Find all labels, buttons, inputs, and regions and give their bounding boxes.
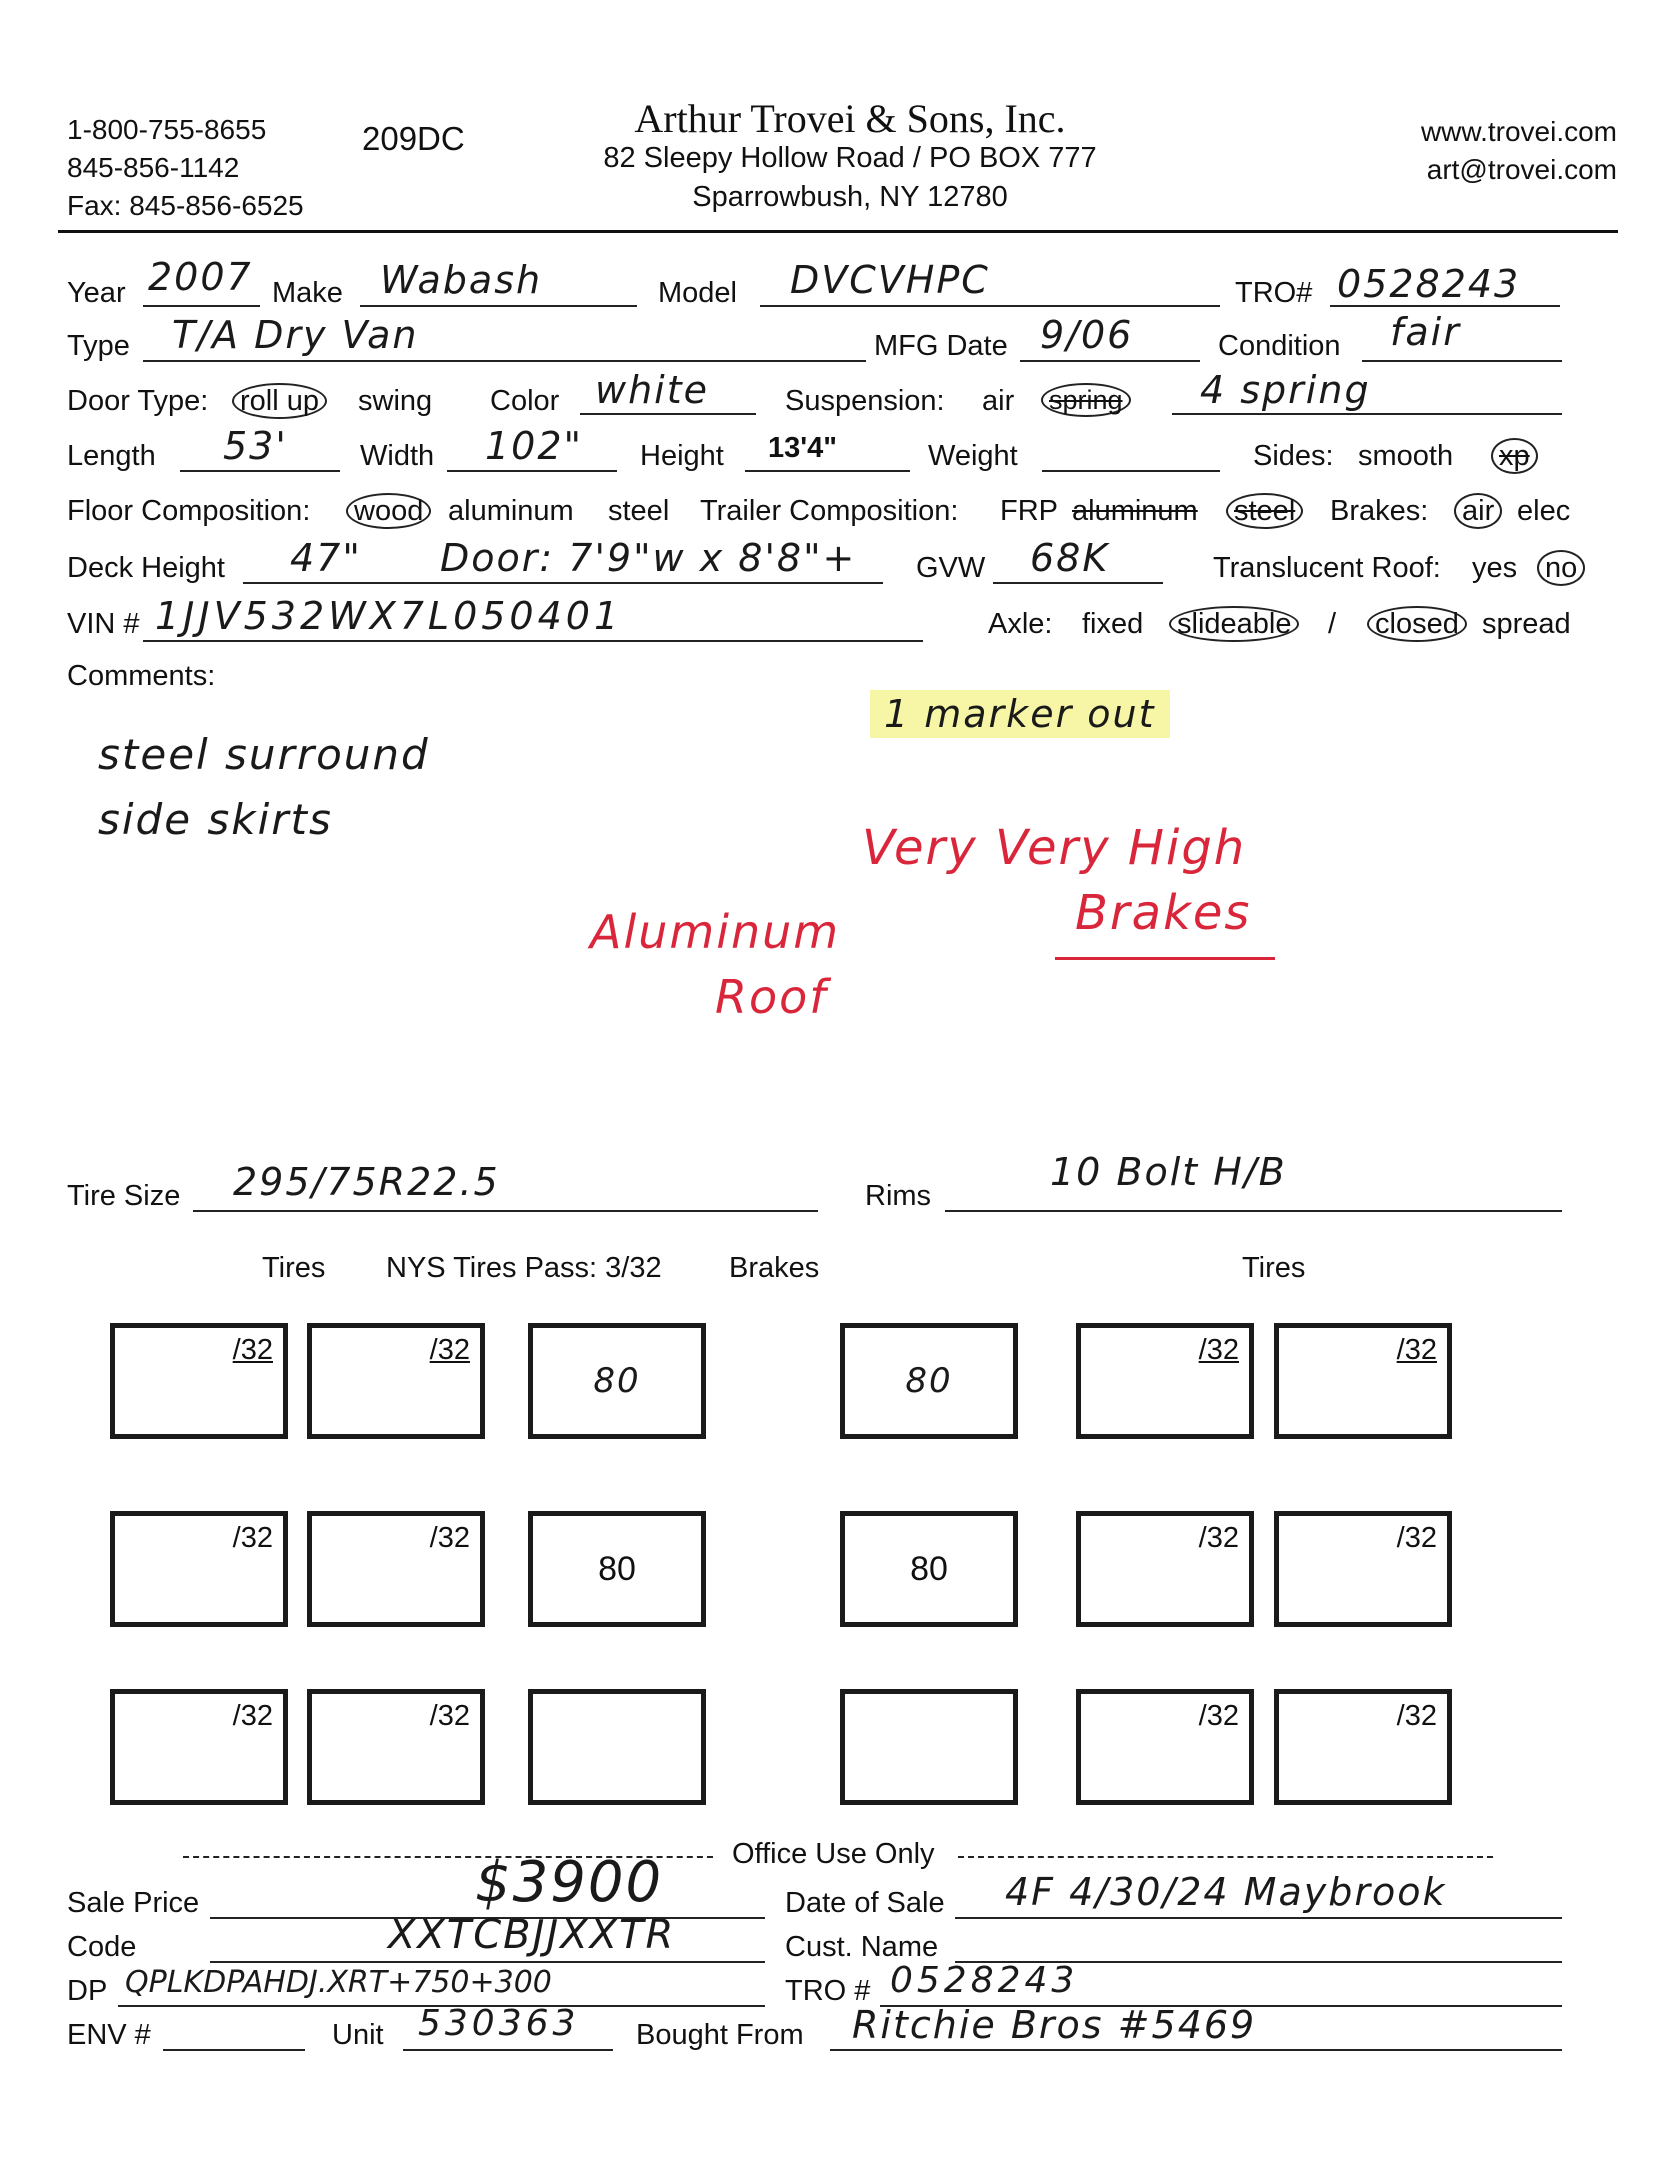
mfg-date-label: MFG Date <box>874 330 1008 362</box>
gvw-label: GVW <box>916 552 986 584</box>
trailer-steel-option[interactable]: steel <box>1232 495 1297 528</box>
brake-box-r3-right[interactable] <box>840 1689 1018 1805</box>
width-value[interactable]: 102" <box>485 424 584 468</box>
mfg-date-value[interactable]: 9/06 <box>1040 313 1134 357</box>
company-address-1: 82 Sleepy Hollow Road / PO BOX 777 <box>603 142 1097 174</box>
type-value[interactable]: T/A Dry Van <box>172 313 419 357</box>
code-value[interactable]: XXTCBJJXXTR <box>388 1912 676 1958</box>
comment-side-skirts[interactable]: side skirts <box>98 795 333 844</box>
bought-from-value[interactable]: Ritchie Bros #5469 <box>852 2003 1257 2047</box>
brakes-air-option[interactable]: air <box>1460 495 1496 528</box>
door-dimensions[interactable]: Door: 7'9"w x 8'8"+ <box>440 536 857 580</box>
env-label: ENV # <box>67 2019 151 2051</box>
vin-label: VIN # <box>67 608 140 640</box>
tire-box-r2-c2[interactable]: /32 <box>307 1511 485 1627</box>
floor-wood-option[interactable]: wood <box>352 495 425 528</box>
door-type-label: Door Type: <box>67 385 209 417</box>
unit-label: Unit <box>332 2019 384 2051</box>
trailer-frp-option[interactable]: FRP <box>1000 495 1058 527</box>
condition-value[interactable]: fair <box>1390 310 1461 354</box>
form-code: 209DC <box>362 120 465 157</box>
floor-aluminum-option[interactable]: aluminum <box>448 495 574 527</box>
office-use-label: Office Use Only <box>732 1838 935 1870</box>
length-label: Length <box>67 440 156 472</box>
comment-aluminum-roof-2[interactable]: Roof <box>715 970 828 1024</box>
tire-box-r1-c4[interactable]: /32 <box>1274 1323 1452 1439</box>
axle-spread-option[interactable]: spread <box>1482 608 1571 640</box>
header-divider <box>58 230 1618 233</box>
brake-box-r3-left[interactable] <box>528 1689 706 1805</box>
suspension-air-option[interactable]: air <box>982 385 1015 417</box>
dp-value[interactable]: QPLKDPAHDJ.XRT+750+300 <box>125 1965 552 2000</box>
bought-from-label: Bought From <box>636 2019 804 2051</box>
sale-price-value[interactable]: $3900 <box>475 1850 664 1915</box>
color-value[interactable]: white <box>595 368 709 412</box>
rims-label: Rims <box>865 1180 932 1212</box>
axle-fixed-option[interactable]: fixed <box>1082 608 1144 640</box>
weight-label: Weight <box>928 440 1018 472</box>
height-label: Height <box>640 440 724 472</box>
tires-right-header: Tires <box>1242 1252 1306 1284</box>
comment-very-high-brakes-1[interactable]: Very Very High <box>862 820 1247 876</box>
suspension-note[interactable]: 4 spring <box>1200 368 1371 412</box>
color-label: Color <box>490 385 560 417</box>
comment-very-high-brakes-2[interactable]: Brakes <box>1075 885 1252 941</box>
suspension-spring-option[interactable]: spring <box>1047 385 1125 416</box>
roof-yes-option[interactable]: yes <box>1472 552 1518 584</box>
tire-box-r3-c1[interactable]: /32 <box>110 1689 288 1805</box>
axle-divider: / <box>1328 608 1337 640</box>
cust-name-label: Cust. Name <box>785 1931 939 1963</box>
trailer-aluminum-option[interactable]: aluminum <box>1072 495 1198 527</box>
door-roll-up-option[interactable]: roll up <box>238 385 321 418</box>
code-label: Code <box>67 1931 137 1963</box>
roof-no-option[interactable]: no <box>1543 552 1579 585</box>
type-label: Type <box>67 330 130 362</box>
width-label: Width <box>360 440 435 472</box>
height-value[interactable]: 13'4" <box>768 432 838 464</box>
suspension-label: Suspension: <box>785 385 945 417</box>
company-address-2: Sparrowbush, NY 12780 <box>692 181 1008 213</box>
tire-box-r1-c1[interactable]: /32 <box>110 1323 288 1439</box>
date-of-sale-value[interactable]: 4F 4/30/24 Maybrook <box>1005 1870 1447 1914</box>
nys-pass-header: NYS Tires Pass: 3/32 <box>386 1252 662 1284</box>
vin-value[interactable]: 1JJV532WX7L050401 <box>155 594 623 638</box>
floor-steel-option[interactable]: steel <box>608 495 670 527</box>
year-label: Year <box>67 277 126 309</box>
tro-hash-label: TRO # <box>785 1975 871 2007</box>
red-underline <box>1055 957 1275 960</box>
deck-height-value[interactable]: 47" <box>290 536 362 580</box>
trailer-composition-label: Trailer Composition: <box>700 495 959 527</box>
tire-box-r3-c4[interactable]: /32 <box>1274 1689 1452 1805</box>
date-of-sale-label: Date of Sale <box>785 1887 945 1919</box>
brake-box-r2-left[interactable]: 80 <box>528 1511 706 1627</box>
brake-box-r2-right[interactable]: 80 <box>840 1511 1018 1627</box>
axle-label: Axle: <box>988 608 1053 640</box>
phone-2: 845-856-1142 <box>67 152 240 183</box>
company-name: Arthur Trovei & Sons, Inc. <box>634 96 1066 141</box>
phone-1: 1-800-755-8655 <box>67 114 267 145</box>
unit-value[interactable]: 530363 <box>418 2003 580 2044</box>
sale-price-label: Sale Price <box>67 1887 200 1919</box>
make-label: Make <box>272 277 343 309</box>
year-value[interactable]: 2007 <box>148 255 253 299</box>
sides-label: Sides: <box>1253 440 1334 472</box>
floor-composition-label: Floor Composition: <box>67 495 311 527</box>
comments-label: Comments: <box>67 660 216 692</box>
tro-label: TRO# <box>1235 277 1313 309</box>
brakes-header: Brakes <box>729 1252 820 1284</box>
tire-box-r3-c3[interactable]: /32 <box>1076 1689 1254 1805</box>
door-swing-option[interactable]: swing <box>358 385 433 417</box>
condition-label: Condition <box>1218 330 1341 362</box>
make-value[interactable]: Wabash <box>380 258 543 302</box>
brakes-elec-option[interactable]: elec <box>1517 495 1571 527</box>
tire-size-label: Tire Size <box>67 1180 181 1212</box>
model-label: Model <box>658 277 737 309</box>
model-value[interactable]: DVCVHPC <box>790 258 990 302</box>
tire-box-r1-c2[interactable]: /32 <box>307 1323 485 1439</box>
office-divider-right <box>958 1856 1493 1858</box>
rims-value[interactable]: 10 Bolt H/B <box>1050 1150 1287 1194</box>
email[interactable]: art@trovei.com <box>1426 154 1617 185</box>
translucent-roof-label: Translucent Roof: <box>1213 552 1441 584</box>
sides-xp-option[interactable]: xp <box>1497 440 1532 473</box>
comment-aluminum-roof-1[interactable]: Aluminum <box>590 905 841 959</box>
tire-box-r3-c2[interactable]: /32 <box>307 1689 485 1805</box>
tro-value[interactable]: 0528243 <box>1337 262 1521 306</box>
comment-marker-out[interactable]: 1 marker out <box>870 690 1170 738</box>
tire-box-r1-c3[interactable]: /32 <box>1076 1323 1254 1439</box>
fax-number: Fax: 845-856-6525 <box>67 190 304 221</box>
axle-slideable-option[interactable]: slideable <box>1175 608 1293 641</box>
comment-steel-surround[interactable]: steel surround <box>98 730 430 779</box>
tire-box-r2-c3[interactable]: /32 <box>1076 1511 1254 1627</box>
website[interactable]: www.trovei.com <box>1420 116 1617 147</box>
sides-smooth-option[interactable]: smooth <box>1358 440 1454 472</box>
axle-closed-option[interactable]: closed <box>1373 608 1461 641</box>
dp-label: DP <box>67 1975 108 2007</box>
brake-box-r1-right[interactable]: 80 <box>840 1323 1018 1439</box>
brakes-label: Brakes: <box>1330 495 1429 527</box>
office-tro-value[interactable]: 0528243 <box>890 1960 1079 2001</box>
deck-height-label: Deck Height <box>67 552 225 584</box>
tire-size-value[interactable]: 295/75R22.5 <box>233 1160 500 1204</box>
tires-left-header: Tires <box>262 1252 326 1284</box>
gvw-value[interactable]: 68K <box>1030 536 1110 580</box>
length-value[interactable]: 53' <box>223 424 288 468</box>
brake-box-r1-left[interactable]: 80 <box>528 1323 706 1439</box>
tire-box-r2-c4[interactable]: /32 <box>1274 1511 1452 1627</box>
tire-box-r2-c1[interactable]: /32 <box>110 1511 288 1627</box>
